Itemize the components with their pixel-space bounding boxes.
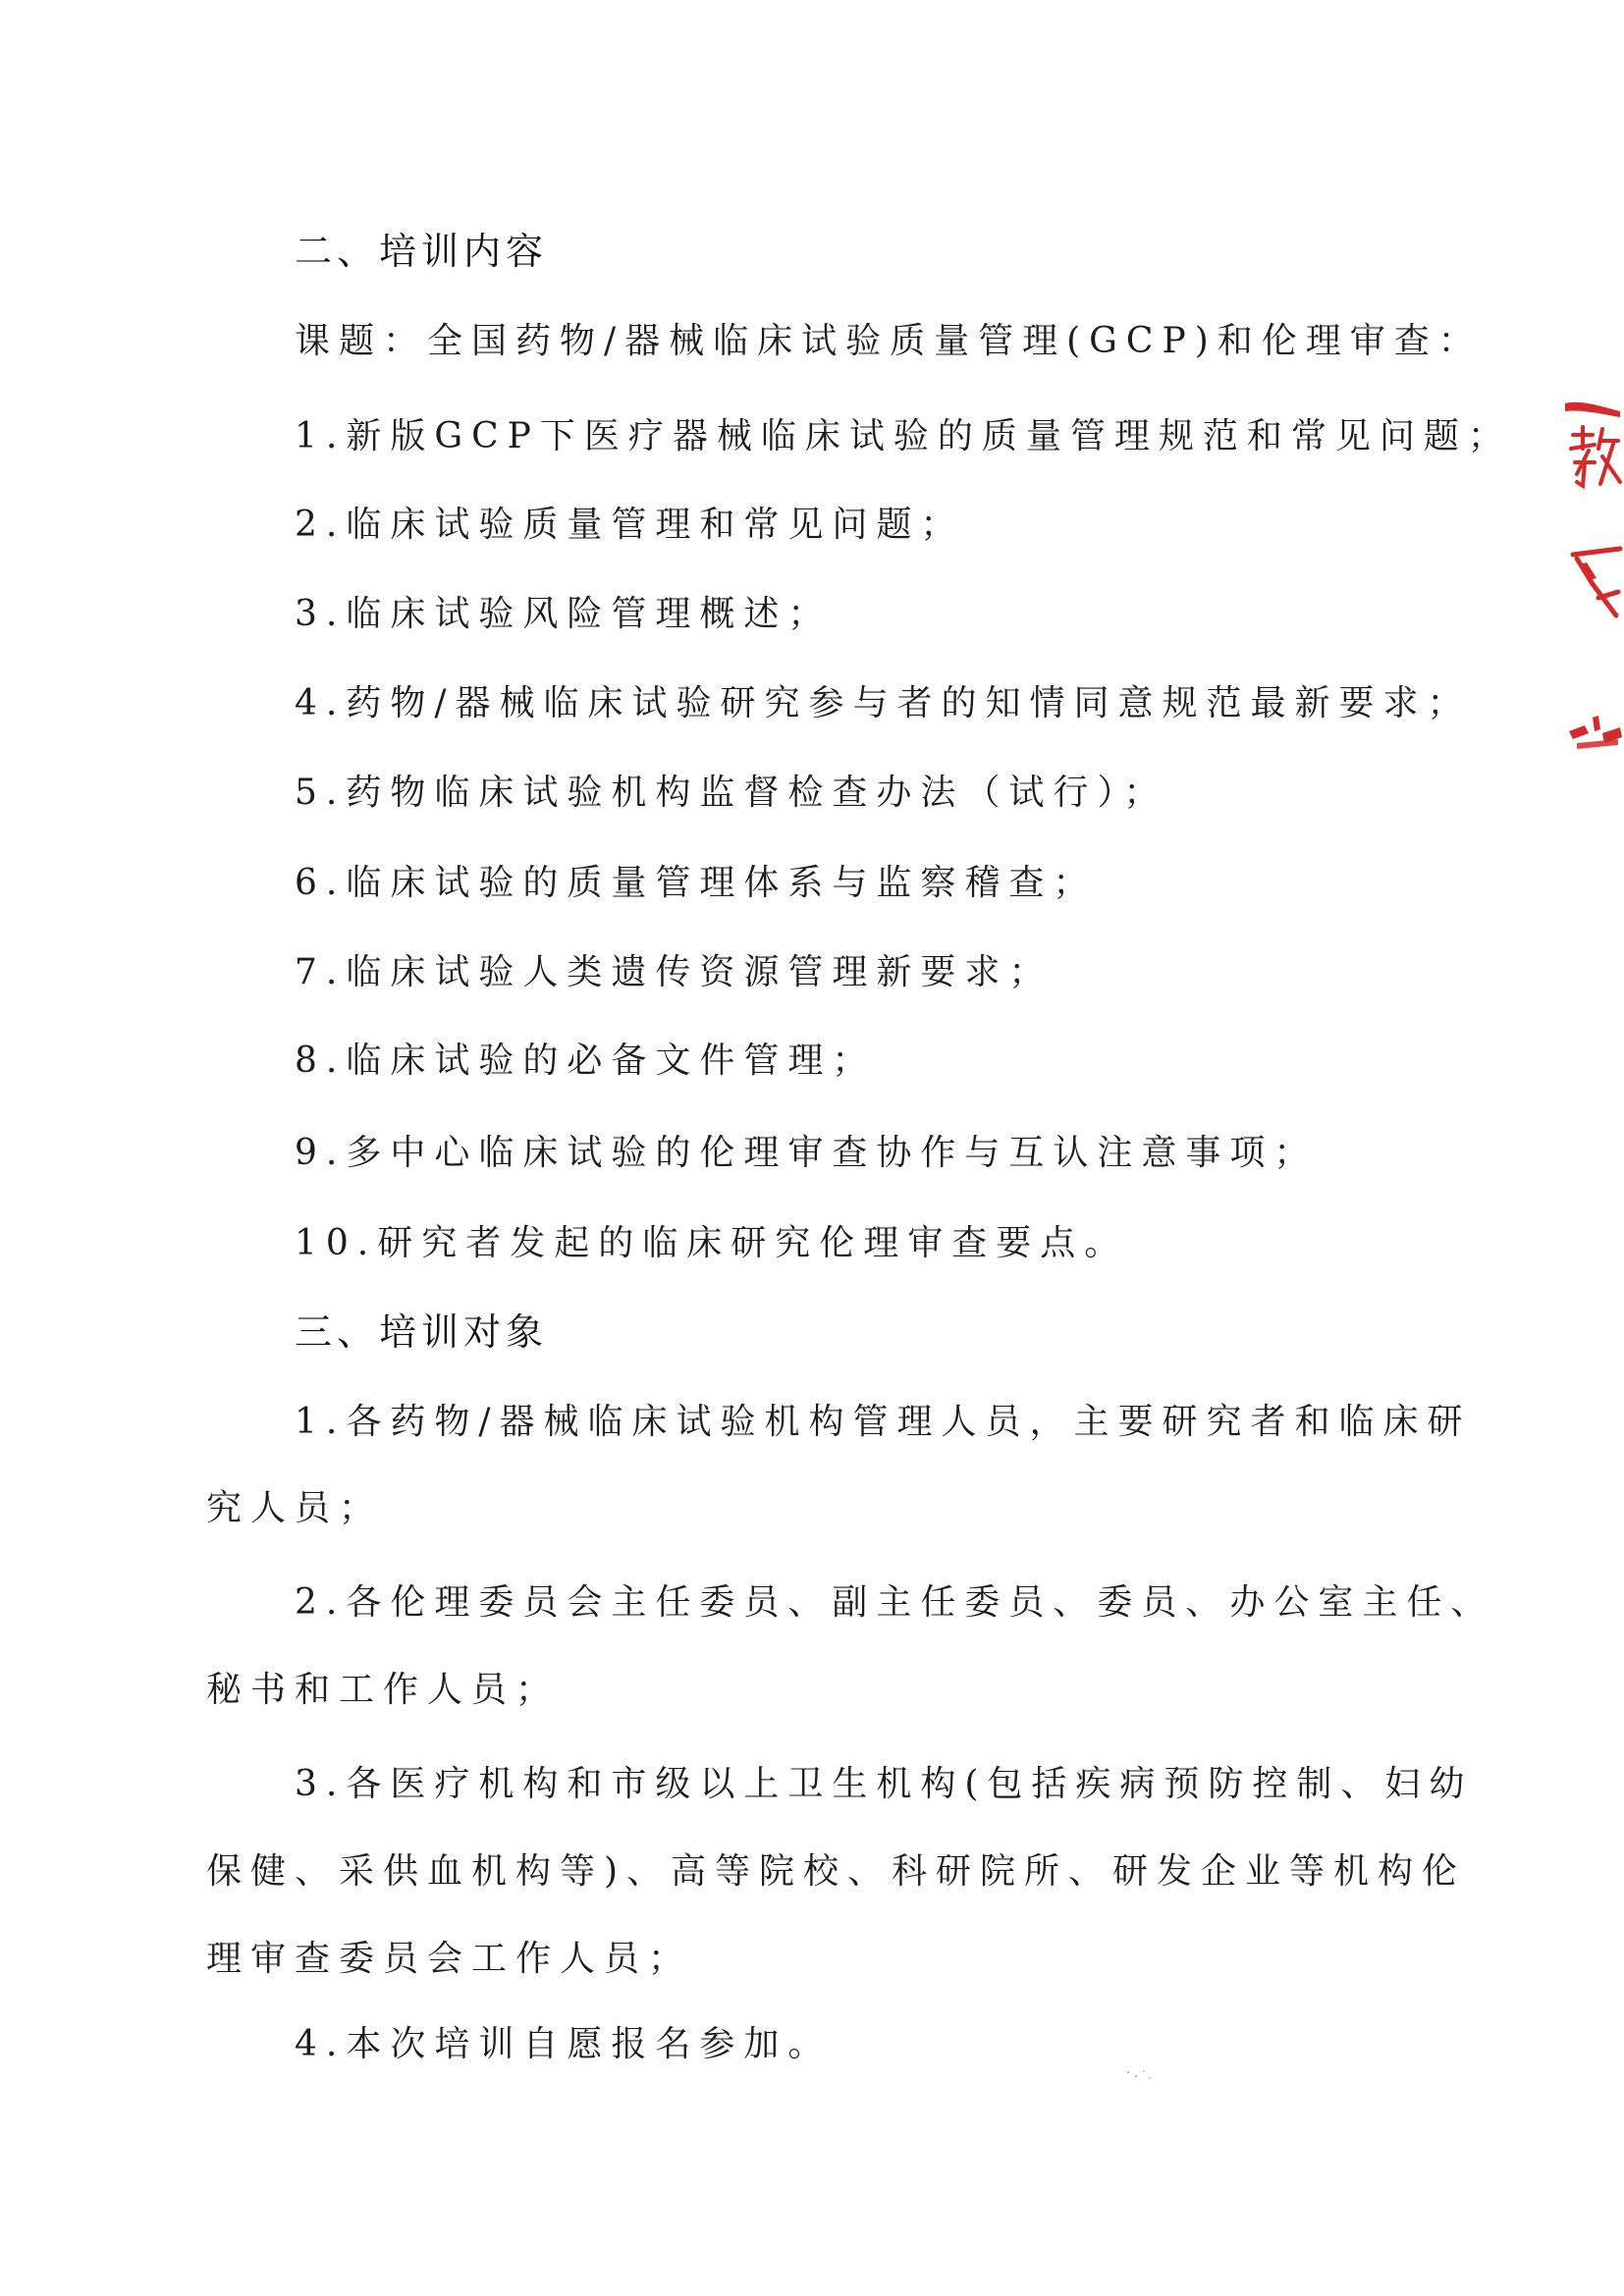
audience-item-3-line-3: 理审查委员会工作人员； <box>206 1939 693 1979</box>
content-item-2: 2.临床试验质量管理和常见问题； <box>295 505 965 545</box>
content-item-6: 6.临床试验的质量管理体系与监察稽查； <box>295 863 1098 903</box>
section-heading-content: 二、培训内容 <box>295 230 549 273</box>
content-item-8: 8.临床试验的必备文件管理； <box>295 1041 877 1081</box>
audience-item-2-line-1: 2.各伦理委员会主任委员、副主任委员、委员、办公室主任、 <box>295 1582 1495 1623</box>
section-heading-audience: 三、培训对象 <box>295 1310 549 1354</box>
partial-seal-stamp <box>1559 398 1624 761</box>
content-item-1: 1.新版GCP下医疗器械临床试验的质量管理规范和常见问题； <box>295 416 1512 456</box>
subject-line: 课题：全国药物/器械临床试验质量管理(GCP)和伦理审查： <box>295 321 1483 361</box>
content-item-5: 5.药物临床试验机构监督检查办法（试行）； <box>295 773 1168 813</box>
content-item-9: 9.多中心临床试验的伦理审查协作与互认注意事项； <box>295 1133 1319 1173</box>
audience-item-4-line-1: 4.本次培训自愿报名参加。 <box>295 2024 833 2064</box>
content-item-7: 7.临床试验人类遗传资源管理新要求； <box>295 952 1054 992</box>
audience-item-1-line-1: 1.各药物/器械临床试验机构管理人员，主要研究者和临床研 <box>295 1402 1472 1442</box>
audience-item-2-line-2: 秘书和工作人员； <box>206 1670 561 1710</box>
audience-item-1-line-2: 究人员； <box>206 1488 384 1528</box>
audience-item-3-line-1: 3.各医疗机构和市级以上卫生机构(包括疾病预防控制、妇幼 <box>295 1764 1474 1804</box>
scan-speck <box>1124 2066 1154 2084</box>
audience-item-3-line-2: 保健、采供血机构等)、高等院校、科研院所、研发企业等机构伦 <box>206 1851 1467 1892</box>
content-item-3: 3.临床试验风险管理概述； <box>295 594 833 634</box>
content-item-4: 4.药物/器械临床试验研究参与者的知情同意规范最新要求； <box>295 683 1472 723</box>
content-item-10: 10.研究者发起的临床研究伦理审查要点。 <box>295 1223 1129 1263</box>
